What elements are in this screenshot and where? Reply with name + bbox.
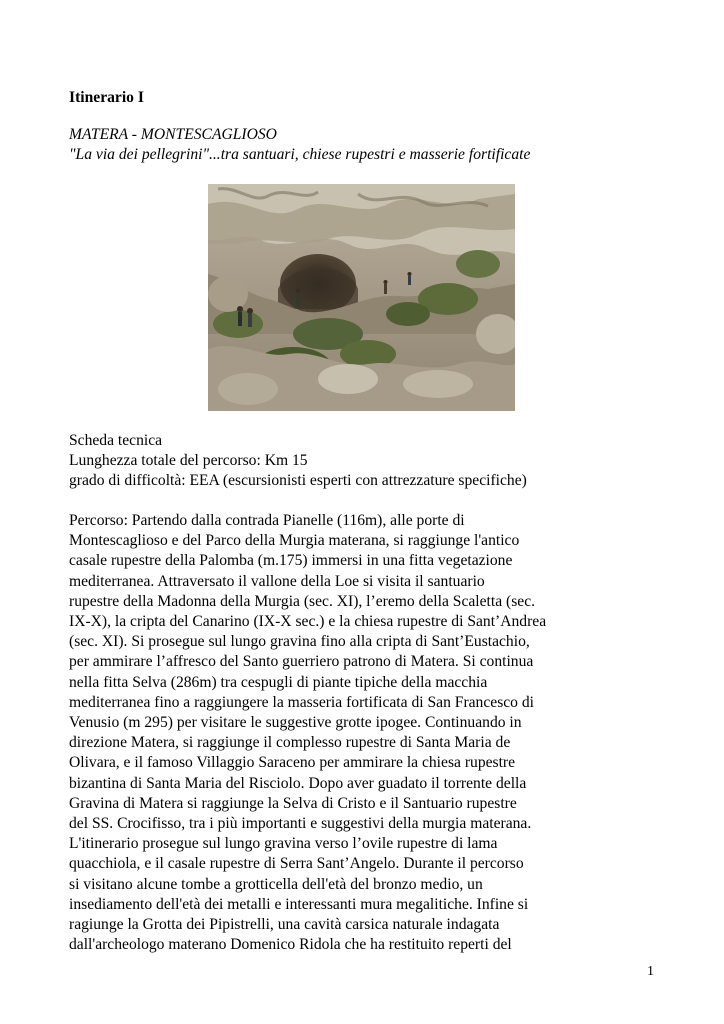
- paragraph-line: si visitano alcune tombe a grotticella dell'età del bronzo medio, un: [69, 875, 483, 893]
- paragraph-line: direzione Matera, si raggiunge il complesso rupestre di Santa Maria de: [69, 734, 511, 752]
- route-title: MATERA - MONTESCAGLIOSO: [69, 126, 277, 143]
- paragraph-line: nella fitta Selva (286m) tra cespugli di piante tipiche della macchia: [69, 673, 488, 691]
- paragraph-line: Venusio (m 295) per visitare le suggestive grotte ipogee. Continuando in: [69, 714, 522, 732]
- technical-sheet: [69, 431, 689, 490]
- route-subtitle: "La via dei pellegrini"...tra santuari, chiese rupestri e masserie fortificate: [69, 145, 531, 163]
- paragraph-line: bizantina di Santa Maria del Risciolo. Dopo aver guadato il torrente della: [69, 774, 527, 792]
- paragraph-line: del SS. Crocifisso, tra i più importanti e suggestivi della murgia materana.: [69, 815, 532, 833]
- paragraph-line: L'itinerario prosegue sul lungo gravina verso l’ovile rupestre di lama: [69, 835, 498, 853]
- paragraph-line: (sec. XI). Si prosegue sul lungo gravina fino alla cripta di Sant’Eustachio,: [69, 633, 530, 651]
- paragraph-line: rupestre della Madonna della Murgia (sec. XI), l’eremo della Scaletta (sec.: [69, 592, 536, 610]
- difficulty-grade: grado di difficoltà: EEA (escursionisti esperti con attrezzature specifiche): [69, 471, 527, 489]
- paragraph-line: per ammirare l’affresco del Santo guerriero patrono di Matera. Si continua: [69, 653, 534, 671]
- paragraph-line: Montescaglioso e del Parco della Murgia materana, si raggiunge l'antico: [69, 532, 520, 550]
- header-block: [69, 88, 669, 165]
- paragraph-line: quacchiola, e il casale rupestre di Serra Sant’Angelo. Durante il percorso: [69, 855, 524, 873]
- landscape-photo: [208, 184, 515, 411]
- paragraph-line: mediterranea. Attraversato il vallone della Loe si visita il santuario: [69, 572, 485, 590]
- paragraph-line: IX-X), la cripta del Canarino (IX-X sec.) e la chiesa rupestre di Sant’Andrea: [69, 613, 547, 631]
- page-number: 1: [647, 964, 654, 979]
- paragraph-line: insediamento dell'età dei metalli e interessanti mura megalitiche. Infine si: [69, 895, 529, 913]
- paragraph-line: ragiunge la Grotta dei Pipistrelli, una cavità carsica naturale indagata: [69, 916, 500, 934]
- paragraph-line: mediterranea fino a raggiungere la masseria fortificata di San Francesco di: [69, 693, 535, 711]
- itinerary-heading: Itinerario I: [69, 89, 144, 106]
- route-description: [69, 511, 689, 955]
- paragraph-line: Olivara, e il famoso Villaggio Saraceno per ammirare la chiesa rupestre: [69, 754, 516, 772]
- paragraph-line: casale rupestre della Palomba (m.175) immersi in una fitta vegetazione: [69, 552, 513, 570]
- paragraph-line: Percorso: Partendo dalla contrada Pianelle (116m), alle porte di: [69, 512, 465, 529]
- paragraph-line: dall'archeologo materano Domenico Ridola che ha restituito reperti del: [69, 936, 512, 954]
- route-length: Lunghezza totale del percorso: Km 15: [69, 451, 308, 469]
- technical-sheet-title: Scheda tecnica: [69, 432, 163, 449]
- photo-icon: [208, 184, 515, 411]
- paragraph-line: Gravina di Matera si raggiunge la Selva di Cristo e il Santuario rupestre: [69, 794, 517, 812]
